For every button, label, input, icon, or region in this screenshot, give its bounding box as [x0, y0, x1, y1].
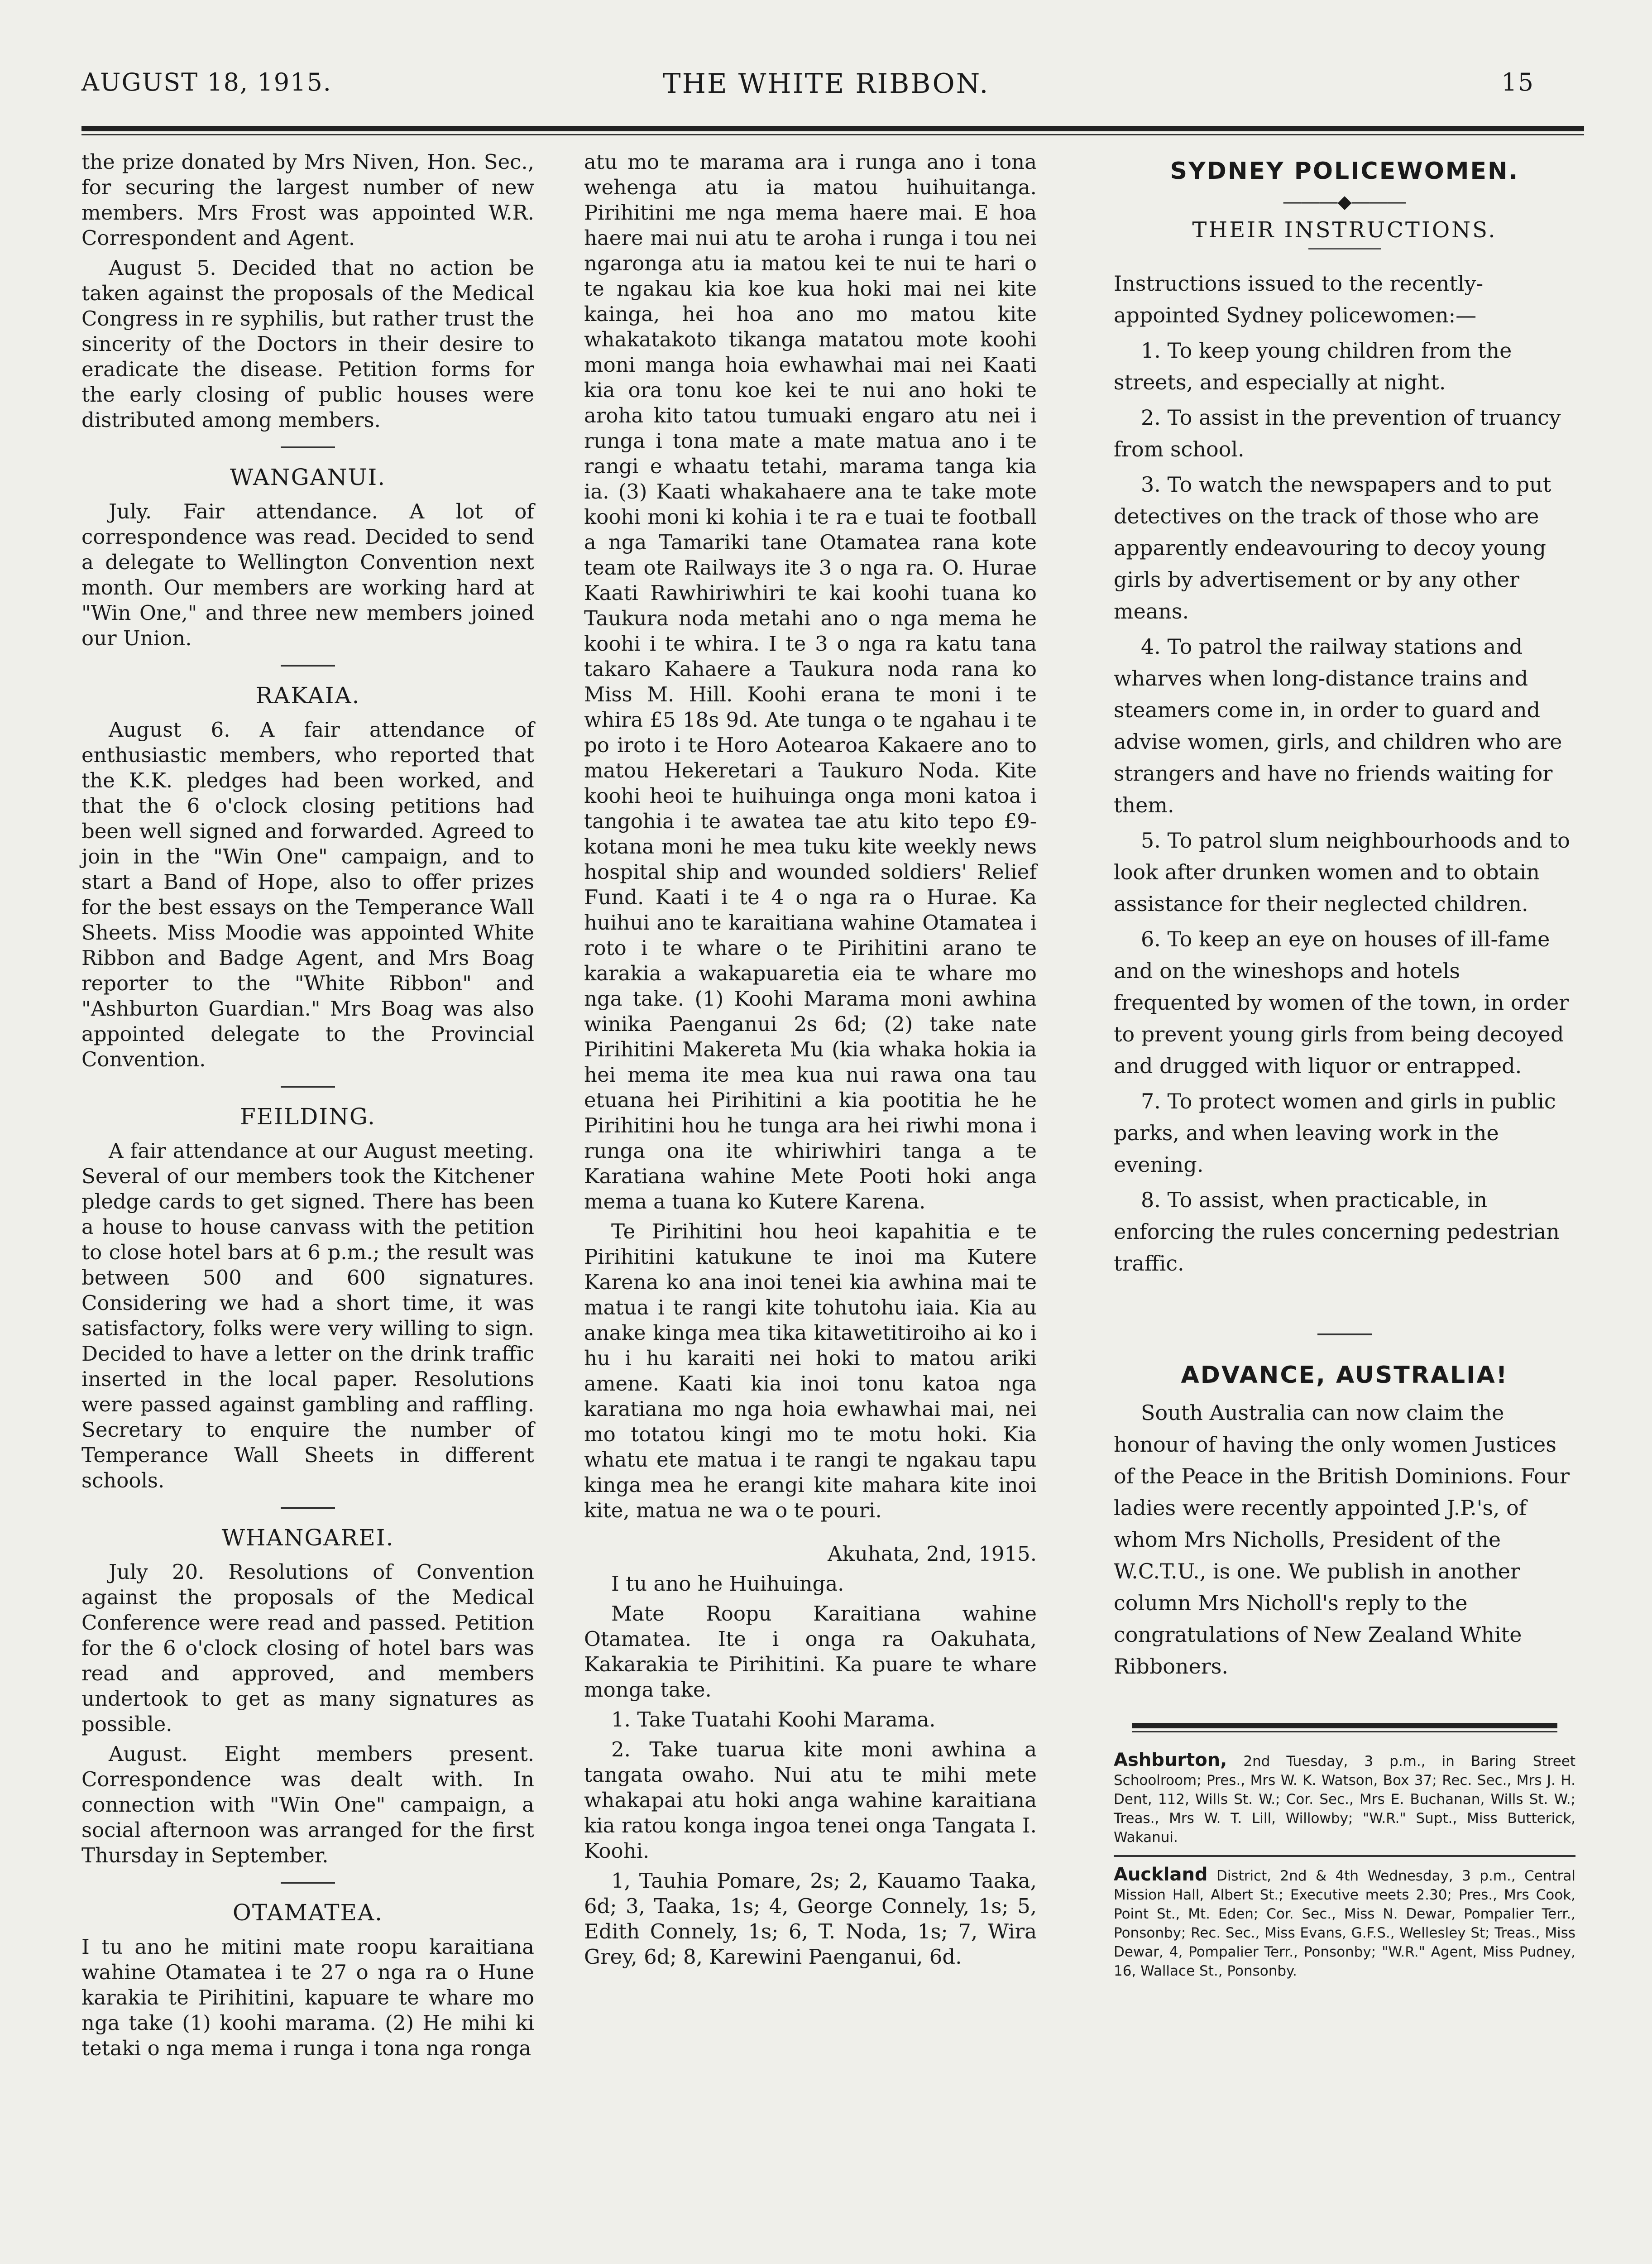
column-three: [1114, 149, 1575, 1989]
column-one: [81, 149, 534, 2066]
paragraph: August 5. Decided that no action be taken against the proposals of the Medical Congress in re syphilis, but rather trust the sincerity of the Doctors in their desire to eradicate the disease. Petition forms for the early closing of public houses were distributed among members.: [81, 256, 534, 432]
section-heading-wanganui: WANGANUI.: [230, 464, 386, 490]
section-heading-rakaia: RAKAIA.: [255, 682, 360, 709]
dateline: Akuhata, 2nd, 1915.: [828, 1542, 1037, 1566]
section-divider: [1317, 1333, 1372, 1335]
directory-rule: [1132, 1723, 1557, 1728]
branch-name: Auckland: [1114, 1864, 1208, 1885]
paragraph: Mate Roopu Karaitiana wahine Otamatea. Ite i onga ra Oakuhata, Kakarakia te Pirihitini. Ka puare te whare monga take.: [584, 1602, 1037, 1702]
list-item: 1. To keep young children from the streets, and especially at night.: [1114, 338, 1512, 394]
list-item: 7. To protect women and girls in public parks, and when leaving work in the evening.: [1114, 1089, 1556, 1177]
page-number: 15: [1501, 68, 1534, 96]
paragraph: I tu ano he mitini mate roopu karaitiana wahine Otamatea i te 27 o nga ra o Hune karakia te Pirihitini, kapuare te whare mo nga take (1) koohi marama. (2) He mihi ki tetaki o nga mema i runga i tona nga ronga: [81, 1935, 534, 2060]
section-divider: [281, 665, 335, 667]
paragraph: August. Eight members present. Correspondence was dealt with. In connection with "Win One" campaign, a social afternoon was arranged for the first Thursday in September.: [81, 1742, 534, 1867]
paragraph: July. Fair attendance. A lot of correspondence was read. Decided to send a delegate to Wellington Convention next month. Our members are working hard at "Win One," and three new members joined our Union.: [81, 499, 534, 650]
paragraph: A fair attendance at our August meeting. Several of our members took the Kitchener pledge cards to get signed. There has been a house to house canvass with the petition to close hotel bars at 6 p.m.; the result was between 500 and 600 signatures. Considering we had a short time, it was satisfactory, folks were very willing to sign. Decided to have a letter on the drink traffic inserted in the local paper. Resolutions were passed against gambling and raffling. Secretary to enquire the number of Temperance Wall Sheets in different schools.: [81, 1139, 534, 1492]
section-divider: [281, 1086, 335, 1088]
branch-divider: [1114, 1855, 1575, 1857]
list-item: 3. To watch the newspapers and to put detectives on the track of those who are apparently endeavouring to decoy young girls by advertisement or by any other means.: [1114, 472, 1551, 624]
directory-rule-thin: [1132, 1731, 1557, 1732]
column-two: [584, 149, 1037, 1974]
paragraph: 1, Tauhia Pomare, 2s; 2, Kauamo Taaka, 6d; 3, Taaka, 1s; 4, George Connely, 1s; 5, Edith Connely, 1s; 6, T. Noda, 1s; 7, Wira Grey, 6d; 8, Karewini Paenganui, 6d.: [584, 1869, 1037, 1969]
section-divider: [281, 446, 335, 448]
section-heading-feilding: FEILDING.: [240, 1103, 376, 1130]
branch-details: 2nd Tuesday, 3 p.m., in Baring Street Schoolroom; Pres., Mrs W. K. Watson, Box 37; Rec. Sec., Mrs J. H. Dent, 112, Wills St. W.; Cor. Sec., Mrs E. Buchanan, Wills St. W.; Treas., Mrs W. T. Lill, Willowby; "W.R." Supt., Miss Butterick, Wakanui.: [1114, 1753, 1575, 1846]
paragraph: atu mo te marama ara i runga ano i tona wehenga atu ia matou huihuitanga. Pirihitini me nga mema haere mai. E hoa haere mai nui atu te aroha i runga i tou nei ngaronga atu ia matou kei te nui te hari o te ngakau kia koe kua hoki mai nei kite kainga, hei hoa ano mo matou kite whakatakoto tikanga matatou mote koohi moni manga hoia ewhawhai mai nei Kaati kia ora tonu koe kei te nui ano hoki te aroha kito tatou tumuaki engaro atu nei i runga i tona mate a mate matua ano i te rangi e whaatu tetahi, marama tanga kia ia. (3) Kaati whakahaere ana te take mote koohi moni ki kohia i te ra e tuai te football a nga Tamariki tane Otamatea rana kote team ote Railways ite 3 o nga ra. O. Hurae Kaati Rawhiriwhiri te kai koohi tuana ko Taukura noda metahi ano o nga mema he koohi i te whira. I te 3 o nga ra katu tana takaro Kahaere a Taukura noda rana ko Miss M. Hill. Koohi erana te moni i te whira £5 18s 9d. Ate tunga o te ngahau i te po iroto i te Horo Aotearoa Kakaere ano to matou Hekeretari a Taukuro Noda. Kite koohi heoi te huihuinga onga moni katoa i tangohia i te awatea tae atu kito tepo £9-kotana moni he mea tuku kite weekly news hospital ship and wounded soldiers' Relief Fund. Kaati i te 4 o nga ra o Hurae. Ka huihui ano te karaitiana wahine Otamatea i roto i te whare o te Pirihitini arano te karakia a wakapuaretia eia te whare mo nga take. (1) Koohi Marama moni awhina winika Paenganui 2s 6d; (2) take nate Pirihitini Makereta Mu (kia whaka hokia ia hei mema ite mea kua nui rawa ona tau etuana hei Pirihitini a kia pootitia he he Pirihitini hou he tunga ara hei riwhi mona i runga ona ite whiriwhiri tanga a te Karatiana wahine Mete Pooti hoki anga mema a tuana ko Kutere Karena.: [584, 150, 1037, 1214]
paragraph: 1. Take Tuatahi Koohi Marama.: [611, 1708, 936, 1732]
article-subheading: THEIR INSTRUCTIONS.: [1192, 217, 1497, 243]
paragraph: July 20. Resolutions of Convention against the proposals of the Medical Conference were read and passed. Petition for the 6 o'clock closing of hotel bars was read and approved, and members undertook to get as many signatures as possible.: [81, 1560, 534, 1736]
paragraph: the prize donated by Mrs Niven, Hon. Sec., for securing the largest number of new members. Mrs Frost was appointed W.R. Correspondent and Agent.: [81, 150, 534, 250]
paragraph: 2. Take tuarua kite moni awhina a tangata owaho. Nui atu te mihi mete whakapai atu hoki anga wahine karaitiana kia ratou konga ingoa tenei onga Tangata I. Koohi.: [584, 1737, 1037, 1863]
list-item: 8. To assist, when practicable, in enforcing the rules concerning pedestrian traffic.: [1114, 1188, 1560, 1276]
branch-name: Ashburton,: [1114, 1750, 1227, 1770]
branch-listing-ashburton: [1114, 1751, 1575, 1847]
section-heading-otamatea: OTAMATEA.: [232, 1899, 383, 1926]
article-heading-advance-australia: ADVANCE, AUSTRALIA!: [1181, 1362, 1508, 1389]
paragraph: South Australia can now claim the honour of having the only women Justices of the Peace in the British Dominions. Four ladies were recently appointed J.P.'s, of whom Mrs Nicholls, President of the W.C.T.U., is one. We publish in another column Mrs Nicholl's reply to the congratulations of New Zealand White Ribboners.: [1114, 1401, 1570, 1679]
paragraph: I tu ano he Huihuinga.: [611, 1572, 844, 1596]
paragraph: Te Pirihitini hou heoi kapahitia e te Pirihitini katukune te inoi ma Kutere Karena ko ana inoi tenei kia awhina mai te matua i te rangi kite tohutohu iaia. Kia au anake kinga mea tika kitawetitiroiho ai ko i hu i hu karaiti nei hoki to matou ariki amene. Kaati kia inoi tonu katoa nga karatiana mo nga hoia ewhawhai mai, nei mo totatou kingi mo te motu hoki. Kia whatu ete matua i te rangi te ngakau tapu kinga mea he erangi kite mahara kite inoi kite, matua ne wa o te pouri.: [584, 1219, 1037, 1522]
branch-listing-auckland: [1114, 1865, 1575, 1981]
issue-date: AUGUST 18, 1915.: [81, 68, 332, 96]
section-divider: [281, 1507, 335, 1509]
section-divider: [1308, 248, 1381, 249]
list-item: 4. To patrol the railway stations and wharves when long-distance trains and steamers come in, in order to guard and advise women, girls, and children who are strangers and have no friends waiting for them.: [1114, 634, 1562, 817]
ornament-icon: ―――◆―――: [1283, 192, 1406, 212]
list-item: 2. To assist in the prevention of truancy from school.: [1114, 405, 1561, 461]
article-heading-sydney-policewomen: SYDNEY POLICEWOMEN.: [1170, 158, 1519, 185]
paragraph: Instructions issued to the recently-appointed Sydney policewomen:—: [1114, 271, 1484, 327]
branch-details: District, 2nd & 4th Wednesday, 3 p.m., Central Mission Hall, Albert St.; Executive meets 2.30; Pres., Mrs Cook, Point St., Mt. Eden; Cor. Sec., Miss N. Dewar, Pompalier Terr., Ponsonby; Rec. Sec., Miss Evans, G.F.S., Wellesley St; Treas., Miss Dewar, 4, Pompalier Terr., Ponsonby; "W.R." Agent, Miss Pudney, 16, Wallace St., Ponsonby.: [1114, 1868, 1575, 1979]
paragraph: August 6. A fair attendance of enthusiastic members, who reported that the K.K. pledges had been worked, and that the 6 o'clock closing petitions had been well signed and forwarded. Agreed to join in the "Win One" campaign, and to start a Band of Hope, also to offer prizes for the best essays on the Temperance Wall Sheets. Miss Moodie was appointed White Ribbon and Badge Agent, and Mrs Boag reporter to the "White Ribbon" and "Ashburton Guardian." Mrs Boag was also appointed delegate to the Provincial Convention.: [81, 718, 534, 1071]
publication-title: THE WHITE RIBBON.: [662, 68, 990, 100]
section-divider: [281, 1882, 335, 1884]
list-item: 5. To patrol slum neighbourhoods and to look after drunken women and to obtain assistance for their neglected children.: [1114, 828, 1570, 916]
header-rule-thin: [81, 134, 1584, 135]
section-heading-whangarei: WHANGAREI.: [221, 1525, 394, 1551]
header-rule: [81, 126, 1584, 131]
list-item: 6. To keep an eye on houses of ill-fame and on the wineshops and hotels frequented by women of the town, in order to prevent young girls from being decoyed and drugged with liquor or entrapped.: [1114, 927, 1569, 1078]
